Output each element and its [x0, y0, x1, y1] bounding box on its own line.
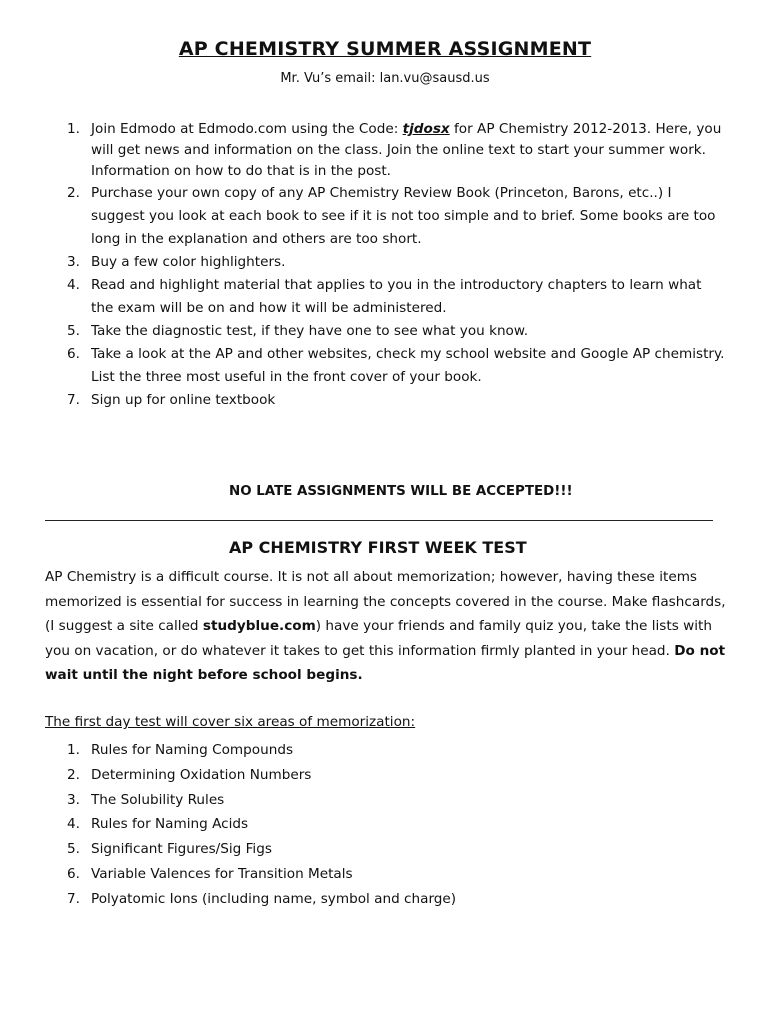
area-text: Determining Oxidation Numbers [91, 766, 312, 783]
list-number: 3. [67, 254, 80, 270]
task-text: Take the diagnostic test, if they have one to see what you know. [91, 323, 529, 339]
area-text: Variable Valences for Transition Metals [91, 865, 353, 882]
list-item [45, 274, 725, 320]
document-title: AP CHEMISTRY SUMMER ASSIGNMENT [178, 38, 592, 60]
edmodo-code: tjdosx [402, 121, 450, 137]
area-text: Rules for Naming Compounds [91, 742, 294, 758]
list-item [45, 320, 725, 343]
section-divider [45, 520, 713, 521]
list-number: 2. [67, 185, 80, 201]
areas-heading: The first day test will cover six areas of memorization: [45, 714, 416, 730]
area-text: Rules for Naming Acids [91, 816, 249, 833]
task-text: Purchase your own copy of any AP Chemistry Review Book (Princeton, Barons, etc..) I suggest you look at each book to see if it is not too simple and to brief. Some books are too long in the explanation and others are too short. [91, 185, 716, 247]
list-number: 4. [67, 277, 80, 293]
list-item [45, 182, 725, 251]
list-number: 7. [67, 890, 80, 907]
list-item [45, 763, 725, 788]
paragraph-text: ) have your friends and family quiz you, take the lists with you on vacation, or do whatever it takes to get this information firmly planted in your head. [45, 618, 712, 659]
area-text: The Solubility Rules [91, 791, 225, 808]
list-number: 5. [67, 841, 80, 858]
paragraph-text: AP Chemistry is a difficult course. It is not all about memorization; however, having these items memorized is essential for success in learning the concepts covered in the course. Make flashcards, (I suggest a site called [45, 569, 726, 635]
list-item [45, 251, 725, 274]
list-number: 1. [67, 742, 80, 758]
list-number: 5. [67, 323, 80, 339]
intro-paragraph [45, 565, 735, 688]
list-number: 3. [67, 791, 80, 808]
list-number: 2. [67, 766, 80, 783]
area-text: Significant Figures/Sig Figs [91, 841, 272, 858]
list-number: 6. [67, 865, 80, 882]
memorization-areas-list [45, 738, 725, 912]
list-item [45, 389, 725, 412]
list-item [45, 837, 725, 862]
list-item [45, 119, 725, 182]
list-item [45, 812, 725, 837]
summer-task-list [45, 119, 725, 412]
task-text: Read and highlight material that applies to you in the introductory chapters to learn what the exam will be on and how it will be administered. [91, 277, 702, 316]
area-text: Polyatomic Ions (including name, symbol and charge) [91, 890, 457, 907]
task-text: Take a look at the AP and other websites, check my school website and Google AP chemistry. List the three most useful in the front cover of your book. [91, 346, 725, 385]
task-text-post: for AP Chemistry 2012-2013. Here, you will get news and information on the class. Join the online text to start your summer work. Information on how to do that is in the post. [91, 121, 722, 179]
list-item [45, 738, 725, 763]
list-item [45, 788, 725, 813]
list-item [45, 343, 725, 389]
no-late-notice: NO LATE ASSIGNMENTS WILL BE ACCEPTED!!! [229, 484, 573, 499]
list-number: 7. [67, 392, 80, 408]
list-number: 1. [67, 121, 80, 137]
section-title: AP CHEMISTRY FIRST WEEK TEST [229, 538, 527, 557]
list-item [45, 887, 725, 912]
task-text-pre: Join Edmodo at Edmodo.com using the Code: [91, 121, 403, 137]
task-text: Sign up for online textbook [91, 392, 276, 408]
site-name: studyblue.com [202, 618, 316, 635]
emphasis-text: Do not wait until the night before school begins. [45, 642, 726, 684]
teacher-email-line: Mr. Vu’s email: lan.vu@sausd.us [280, 71, 490, 86]
list-number: 6. [67, 346, 80, 362]
list-number: 4. [67, 816, 80, 833]
task-text: Buy a few color highlighters. [91, 254, 286, 270]
list-item [45, 862, 725, 887]
